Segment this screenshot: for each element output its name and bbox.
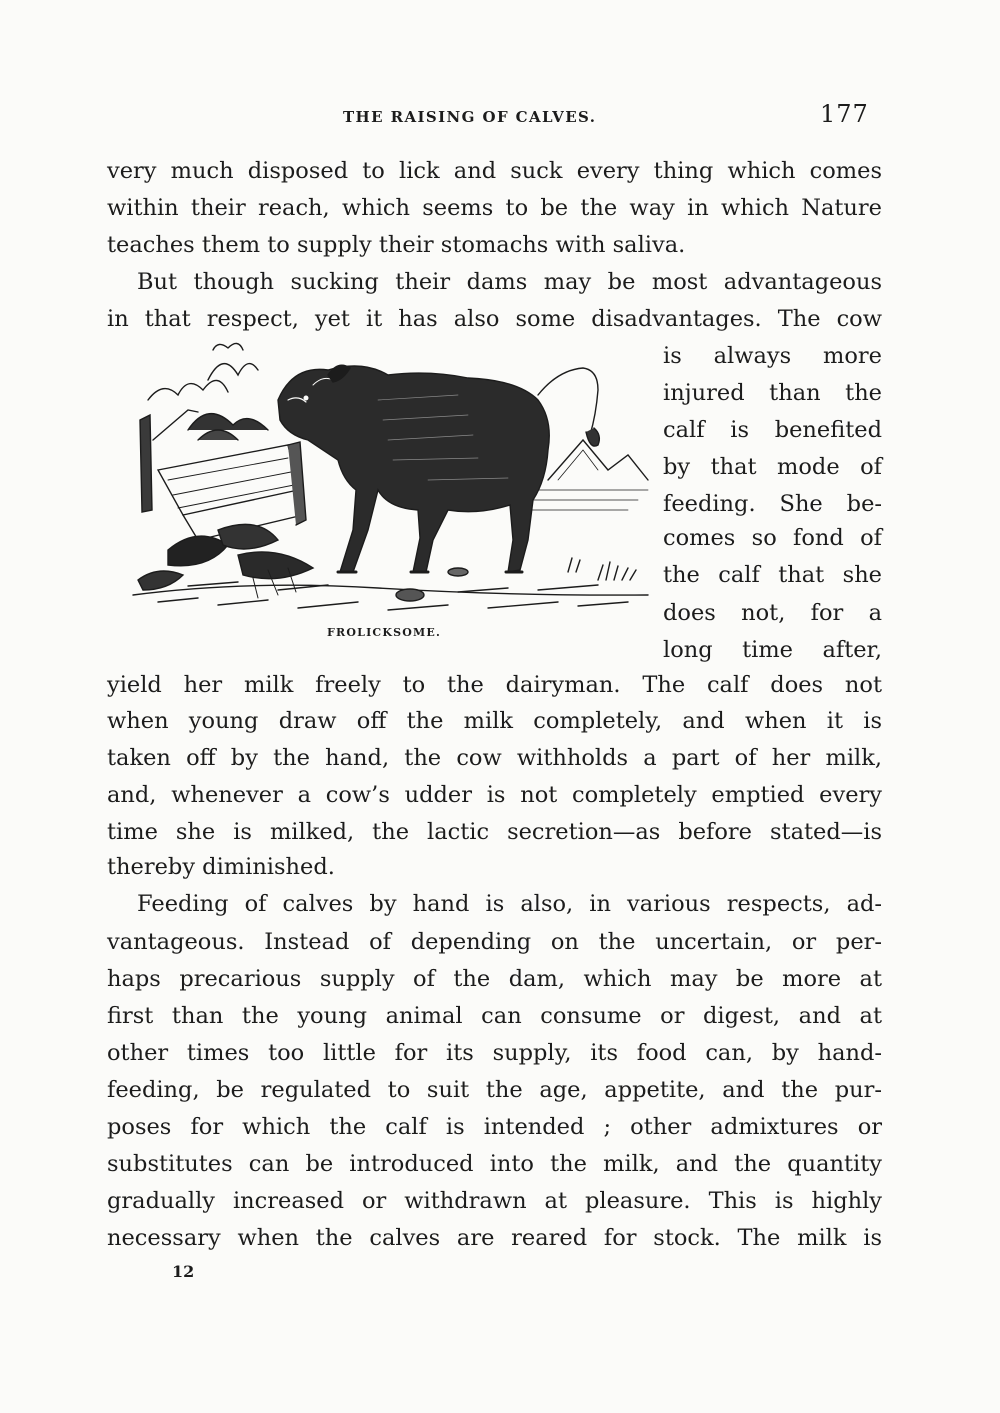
text-line: when young draw off the milk completely, and when it is	[107, 708, 882, 734]
calf-engraving-icon	[128, 340, 653, 615]
text-line: haps precarious supply of the dam, which may be more at	[107, 966, 882, 992]
wrap-text-line: does not, for a	[663, 600, 882, 626]
wrap-text-line: by that mode of	[663, 454, 882, 480]
wrap-text-line: feeding. She be-	[663, 491, 882, 517]
text-line: and, whenever a cow’s udder is not completely emptied every	[107, 782, 882, 808]
text-line: time she is milked, the lactic secretion—as before stated—is	[107, 819, 882, 845]
wrap-text-line: injured than the	[663, 380, 882, 406]
text-line: necessary when the calves are reared for stock. The milk is	[107, 1225, 882, 1251]
text-line: vantageous. Instead of depending on the uncertain, or per-	[107, 929, 882, 955]
text-line: poses for which the calf is intended ; other admixtures or	[107, 1114, 882, 1140]
text-line: other times too little for its supply, its food can, by hand-	[107, 1040, 882, 1066]
text-line: substitutes can be introduced into the milk, and the quantity	[107, 1151, 882, 1177]
wrap-text-line: long time after,	[663, 637, 882, 663]
paragraph-first-line: Feeding of calves by hand is also, in various respects, ad-	[137, 891, 882, 917]
text-line: thereby diminished.	[107, 854, 335, 880]
text-line: first than the young animal can consume or digest, and at	[107, 1003, 882, 1029]
text-line: teaches them to supply their stomachs with saliva.	[107, 232, 686, 258]
running-title: THE RAISING OF CALVES.	[343, 108, 597, 126]
text-line: gradually increased or withdrawn at pleasure. This is highly	[107, 1188, 882, 1214]
figure-caption: FROLICKSOME.	[327, 626, 442, 639]
signature-mark: 12	[172, 1262, 195, 1281]
text-line: yield her milk freely to the dairyman. The calf does not	[107, 672, 882, 698]
text-line: feeding, be regulated to suit the age, appetite, and the pur-	[107, 1077, 882, 1103]
text-line: taken off by the hand, the cow withholds a part of her milk,	[107, 745, 882, 771]
page-number: 177	[820, 100, 869, 128]
text-line: very much disposed to lick and suck every thing which comes	[107, 158, 882, 184]
wrap-text-line: is always more	[663, 343, 882, 369]
wrap-text-line: comes so fond of	[663, 525, 882, 551]
calf-engraving	[128, 340, 653, 615]
paragraph-first-line: But though sucking their dams may be most advantageous	[137, 269, 882, 295]
wrap-text-line: the calf that she	[663, 562, 882, 588]
text-line: in that respect, yet it has also some disadvantages. The cow	[107, 306, 882, 332]
wrap-text-line: calf is benefited	[663, 417, 882, 443]
text-line: within their reach, which seems to be the way in which Nature	[107, 195, 882, 221]
